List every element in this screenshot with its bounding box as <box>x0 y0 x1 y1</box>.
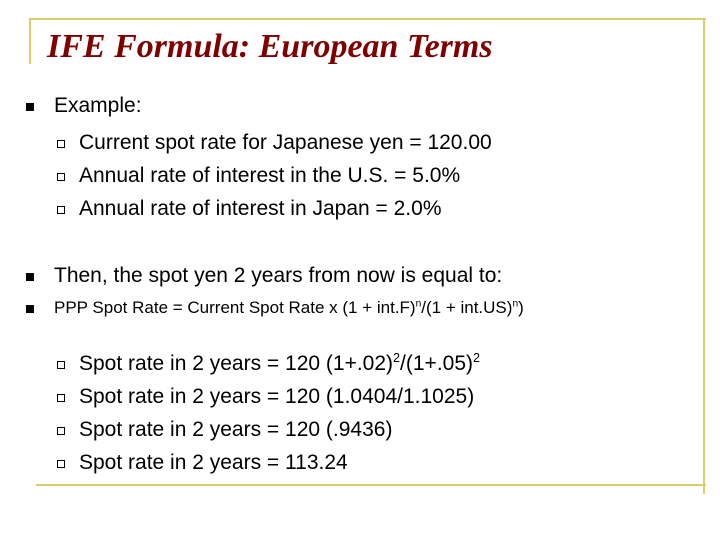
calc-text <box>79 352 480 376</box>
title-rule-top <box>30 18 706 20</box>
example-label: Example: <box>54 94 142 117</box>
ppp-exponent-1: n <box>415 298 422 310</box>
hollow-square-bullet-icon <box>57 427 65 435</box>
ppp-part3: ) <box>518 298 524 317</box>
slide-title: IFE Formula: European Terms <box>47 28 493 65</box>
calc1-exponent-1: 2 <box>393 351 401 365</box>
sub-bullet-text: Current spot rate for Japanese yen = 120.00 <box>79 131 492 154</box>
calc1-exponent-2: 2 <box>473 351 481 365</box>
then-text: Then, the spot yen 2 years from now is equal to: <box>54 264 503 287</box>
frame-rule-right <box>703 18 705 494</box>
calc1-part1: Spot rate in 2 years = 120 (1+.02) <box>79 352 394 375</box>
calc-text: Spot rate in 2 years = 120 (1.0404/1.1025) <box>79 385 475 408</box>
ppp-part1: PPP Spot Rate = Current Spot Rate x (1 + int.F) <box>54 298 416 317</box>
hollow-square-bullet-icon <box>57 206 65 214</box>
hollow-square-bullet-icon <box>57 361 65 369</box>
hollow-square-bullet-icon <box>57 140 65 148</box>
frame-rule-bottom <box>36 484 706 486</box>
sub-bullet-text: Annual rate of interest in Japan = 2.0% <box>79 197 442 220</box>
hollow-square-bullet-icon <box>57 460 65 468</box>
square-bullet-icon <box>26 273 34 281</box>
calc1-part2: /(1+.05) <box>400 352 474 375</box>
calc-text: Spot rate in 2 years = 120 (.9436) <box>79 418 393 441</box>
title-rule-left <box>29 18 31 64</box>
ppp-exponent-2: n <box>512 298 519 310</box>
square-bullet-icon <box>26 305 34 313</box>
hollow-square-bullet-icon <box>57 173 65 181</box>
sub-bullet-text: Annual rate of interest in the U.S. = 5.0% <box>79 164 461 187</box>
ppp-part2: /(1 + int.US) <box>421 298 513 317</box>
hollow-square-bullet-icon <box>57 394 65 402</box>
ppp-formula <box>54 298 524 318</box>
calc-text: Spot rate in 2 years = 113.24 <box>79 451 348 474</box>
square-bullet-icon <box>26 103 34 111</box>
